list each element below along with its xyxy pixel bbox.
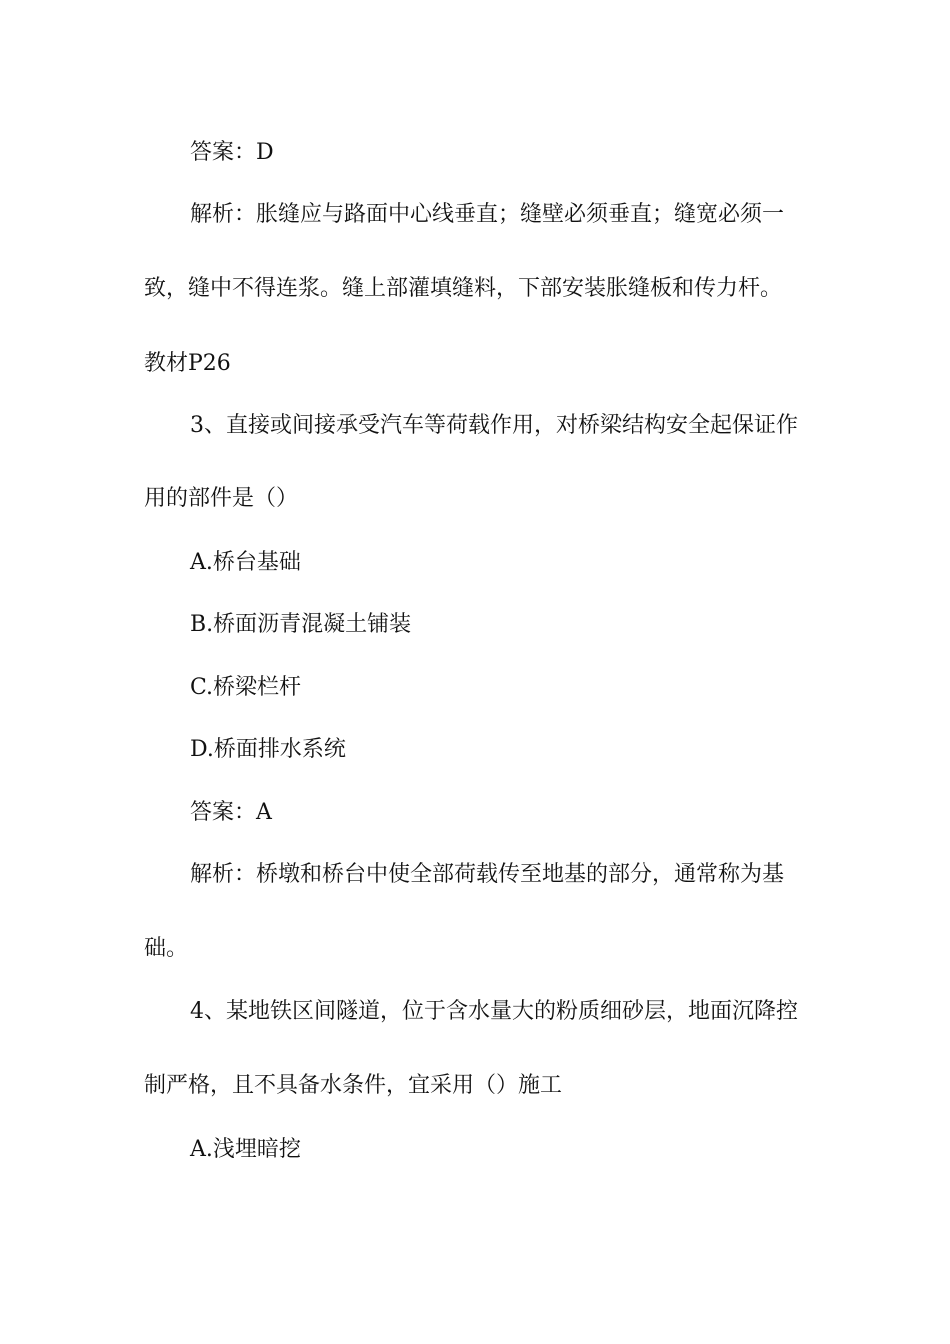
q4-stem-line-1: 4、某地铁区间隧道，位于含水量大的粉质细砂层，地面沉降控 bbox=[190, 999, 798, 1024]
q3-option-a: A.桥台基础 bbox=[190, 550, 301, 575]
q3-stem-line-1: 3、直接或间接承受汽车等荷载作用，对桥梁结构安全起保证作 bbox=[190, 413, 798, 438]
q3-stem-line-2: 用的部件是（） bbox=[144, 486, 299, 511]
q2-analysis-line-1: 解析：胀缝应与路面中心线垂直；缝壁必须垂直；缝宽必须一 bbox=[190, 202, 785, 227]
q3-answer: 答案：A bbox=[190, 800, 272, 825]
q3-analysis-line-1: 解析：桥墩和桥台中使全部荷载传至地基的部分，通常称为基 bbox=[190, 862, 785, 887]
q3-analysis-line-2: 础。 bbox=[144, 936, 189, 961]
q2-analysis-line-2: 致，缝中不得连浆。缝上部灌填缝料，下部安装胀缝板和传力杆。 bbox=[144, 276, 783, 301]
q3-option-d: D.桥面排水系统 bbox=[190, 737, 346, 762]
q2-answer: 答案：D bbox=[190, 140, 274, 165]
q4-option-a: A.浅埋暗挖 bbox=[190, 1137, 301, 1162]
q3-option-c: C.桥梁栏杆 bbox=[190, 675, 302, 700]
q4-stem-line-2: 制严格，且不具备水条件，宜采用（）施工 bbox=[144, 1073, 563, 1098]
q2-reference: 教材P26 bbox=[144, 351, 231, 376]
q3-option-b: B.桥面沥青混凝土铺装 bbox=[190, 612, 412, 637]
